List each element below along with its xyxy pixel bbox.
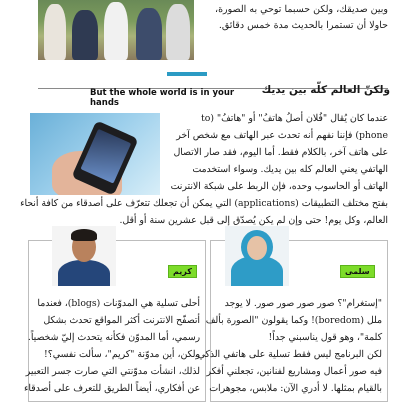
column-line: عن أفكاري، أيضاً الطريق للتعرف على أصدقاء: [23, 383, 200, 394]
person-figure: [72, 10, 98, 60]
person-figure: [166, 4, 190, 60]
column-line: ملل (boredom)! وكما يقولون "الصورة بألف: [205, 315, 382, 326]
column-line: رسمي، أما المدوّن فكأنه يتحدث إليّ شخصياً.: [27, 332, 200, 343]
column-line: أحلى تسلية هي المدوّنات (blogs)، فعندما: [37, 298, 200, 309]
karim-text: [23, 295, 200, 397]
portrait-face: [247, 236, 267, 260]
woman-in-headscarf-portrait-icon: [225, 226, 289, 286]
column-line: ولكن، أين مدوّنة "كريم"، سألت نفسي؟!: [44, 349, 200, 360]
body-line: العالم، وكل يوم! حتى وإن لم يكن يُصدّق إلى قبل عشرين سنة أو أقل.: [119, 215, 388, 226]
intro-line: وبين صديقك، ولكن حسبما توحي به الصورة،: [215, 4, 388, 15]
column-line: كلمة"، وهو قول يناسبني جداً!: [268, 332, 382, 343]
man-portrait-icon: [52, 226, 116, 286]
salma-text: [194, 295, 382, 397]
column-line: فيه صور أعمال ومشاريع لفنانين، تجعلني أفكر: [206, 366, 382, 377]
column-line: "إستغرام"؟ صور صور صور صور. لا يوجد: [224, 298, 382, 309]
body-line: الهاتفي يعني العالم كله بين يديك. وسواء استخدمت: [192, 164, 388, 175]
name-label-salma: سلمى: [340, 265, 375, 278]
body-line: عندما كان يُقال "فُلان أصلُ هاتفُ" أو "هاتفُ" (to: [200, 113, 388, 124]
body-line: phone) فإننا نفهم أنه تحدث عبر الهاتف مع شخص آخر: [176, 130, 388, 141]
name-label-karim: كريم: [168, 265, 197, 278]
person-figure: [136, 8, 162, 60]
person-figure: [44, 4, 66, 60]
intro-paragraph: [198, 2, 388, 34]
body-paragraph-continued: [20, 178, 388, 229]
people-outdoors-photo: [38, 0, 194, 60]
body-line: على هاتف آخر، بالكلام فقط. أما اليوم، فقد صار الاتصال: [173, 147, 388, 158]
portrait-torso: [58, 260, 110, 286]
section-heading-english: But the whole world is in your hands: [90, 88, 235, 108]
phone-screen: [80, 129, 131, 184]
column-line: لذلك، انشأت مدوّنتي التي صارت جسر التعبير: [25, 366, 200, 377]
portrait-hair: [71, 229, 97, 241]
column-line: بالقيام بمثلها. لا أدري الآن: ملابس، مجوهرات: [209, 383, 382, 394]
body-paragraph: [166, 110, 388, 178]
body-line: بفتح مختلف التطبيقات (applications) التي يمكن أن تجعلك تتعرّف على أصدقاء من كافة أنحاء: [20, 198, 388, 209]
column-line: لكن البرنامج ليس فقط تسلية على هاتفي الذكي،: [194, 349, 382, 360]
column-line: أتصفّح الانترنت أكثر المواقع تحدث بشكل: [43, 315, 200, 326]
body-line: الهاتف أو الحاسوب وحده، فإن الربط على شبكة الانترنت: [170, 181, 388, 192]
intro-line: حاولا أن تستمرا بالحديث مدة خمس دقائق.: [218, 20, 388, 31]
person-figure: [104, 2, 128, 60]
section-heading-arabic: ولكنّ العالم كلّه بين يديك: [261, 84, 390, 96]
accent-bar: [167, 72, 207, 76]
